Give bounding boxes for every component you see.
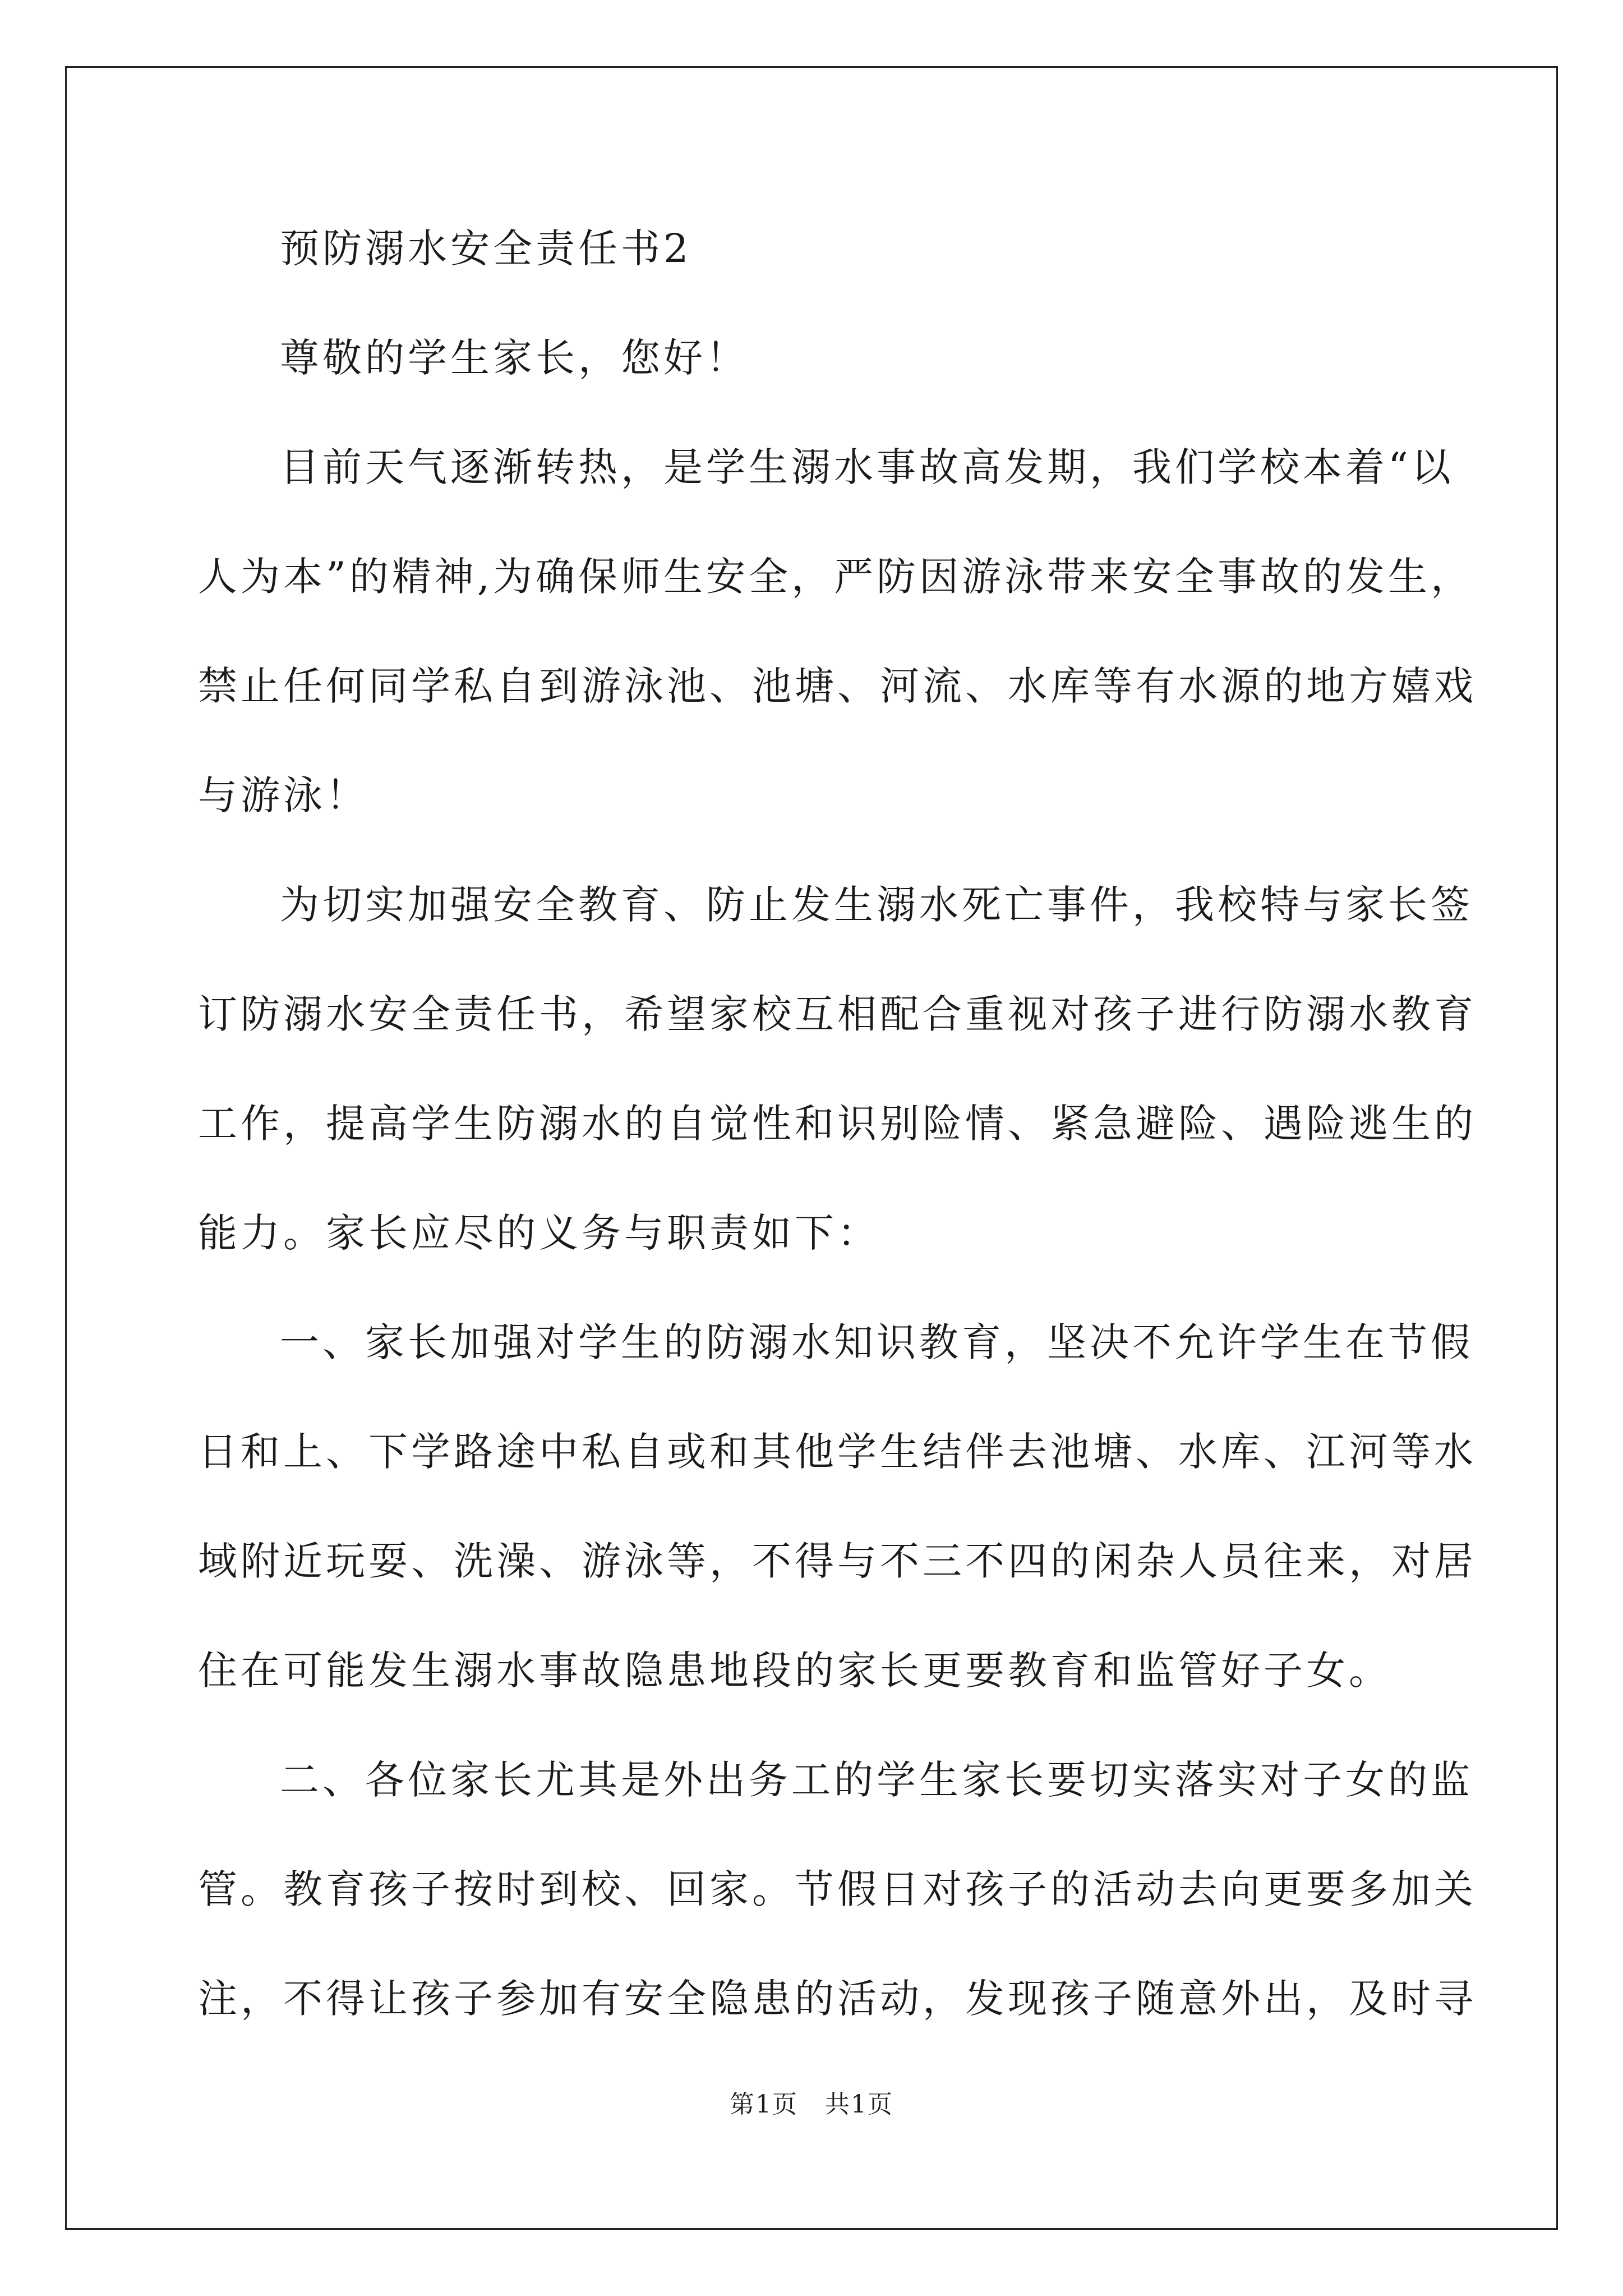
paragraph-2-line-3: 工作，提高学生防溺水的自觉性和识别险情、紧急避险、遇险逃生的 bbox=[198, 1101, 1477, 1147]
paragraph-1-line-1: 目前天气逐渐转热，是学生溺水事故高发期，我们学校本着“以 bbox=[280, 444, 1454, 490]
paragraph-4-line-2: 管。教育孩子按时到校、回家。节假日对孩子的活动去向更要多加关 bbox=[198, 1866, 1477, 1912]
paragraph-3-line-2: 日和上、下学路途中私自或和其他学生结伴去池塘、水库、江河等水 bbox=[198, 1429, 1477, 1475]
paragraph-1-line-2: 人为本”的精神,为确保师生安全，严防因游泳带来安全事故的发生， bbox=[198, 554, 1474, 600]
page-number-footer: 第1页 共1页 bbox=[730, 2090, 893, 2119]
paragraph-1-line-3: 禁止任何同学私自到游泳池、池塘、河流、水库等有水源的地方嬉戏 bbox=[198, 663, 1477, 709]
paragraph-3-line-4: 住在可能发生溺水事故隐患地段的家长更要教育和监管好子女。 bbox=[198, 1648, 1391, 1694]
paragraph-1-line-4: 与游泳！ bbox=[198, 772, 368, 818]
document-title: 预防溺水安全责任书2 bbox=[280, 226, 692, 272]
paragraph-2-line-1: 为切实加强安全教育、防止发生溺水死亡事件，我校特与家长签 bbox=[280, 882, 1473, 928]
salutation: 尊敬的学生家长，您好！ bbox=[280, 335, 749, 381]
paragraph-3-line-3: 域附近玩耍、洗澡、游泳等，不得与不三不四的闲杂人员往来，对居 bbox=[198, 1538, 1477, 1584]
paragraph-2-line-2: 订防溺水安全责任书，希望家校互相配合重视对孩子进行防溺水教育 bbox=[198, 991, 1477, 1037]
paragraph-2-line-4: 能力。家长应尽的义务与职责如下： bbox=[198, 1210, 880, 1256]
paragraph-3-line-1: 一、家长加强对学生的防溺水知识教育，坚决不允许学生在节假 bbox=[280, 1319, 1473, 1365]
paragraph-4-line-1: 二、各位家长尤其是外出务工的学生家长要切实落实对子女的监 bbox=[280, 1757, 1473, 1803]
paragraph-4-line-3: 注，不得让孩子参加有安全隐患的活动，发现孩子随意外出，及时寻 bbox=[198, 1976, 1477, 2022]
